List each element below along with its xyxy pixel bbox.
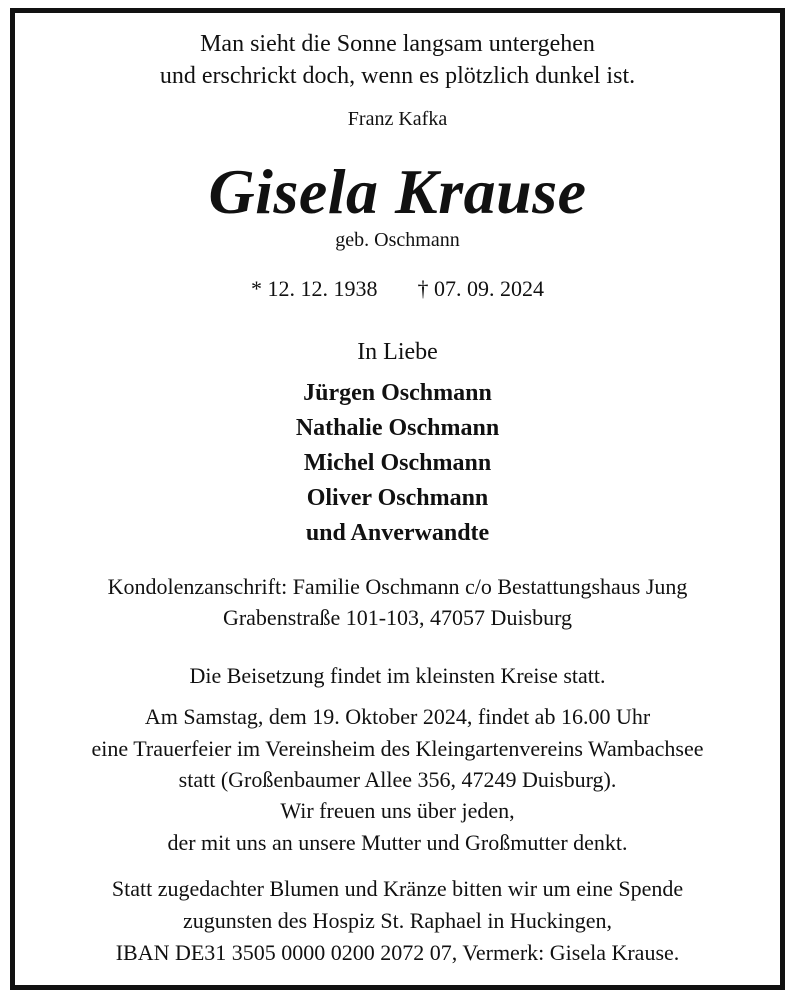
mourner-name: Jürgen Oschmann bbox=[303, 380, 492, 406]
mourner-name: Oliver Oschmann bbox=[306, 485, 489, 511]
mourner-name: Michel Oschmann bbox=[303, 450, 492, 476]
mourners-intro: In Liebe bbox=[357, 339, 438, 365]
condolence-address: Kondolenzanschrift: Familie Oschmann c/o Bestattungshaus Jung bbox=[107, 574, 688, 599]
birth-name: geb. Oschmann bbox=[335, 229, 460, 251]
ceremony-line: eine Trauerfeier im Vereinsheim des Kleingartenvereins Wambachsee bbox=[91, 736, 704, 761]
ceremony-line: Am Samstag, dem 19. Oktober 2024, findet ab 16.00 Uhr bbox=[144, 704, 651, 729]
quote-line: Man sieht die Sonne langsam untergehen bbox=[200, 31, 595, 57]
quote-line: und erschrickt doch, wenn es plötzlich dunkel ist. bbox=[159, 63, 636, 89]
deceased-name: Gisela Krause bbox=[208, 156, 587, 227]
death-date: † 07. 09. 2024 bbox=[417, 276, 544, 301]
ceremony-line: statt (Großenbaumer Allee 356, 47249 Duisburg). bbox=[178, 767, 617, 792]
birth-date: * 12. 12. 1938 bbox=[251, 276, 378, 301]
condolence-address: Grabenstraße 101-103, 47057 Duisburg bbox=[222, 605, 573, 630]
mourner-name: und Anverwandte bbox=[305, 520, 490, 546]
ceremony-line: Wir freuen uns über jeden, bbox=[280, 798, 515, 823]
donation-line: Statt zugedachter Blumen und Kränze bitten wir um eine Spende bbox=[111, 876, 684, 901]
burial-note: Die Beisetzung findet im kleinsten Kreise statt. bbox=[189, 663, 606, 688]
life-dates bbox=[10, 278, 785, 300]
donation-line: IBAN DE31 3505 0000 0200 2072 07, Vermerk: Gisela Krause. bbox=[115, 940, 680, 965]
donation-line: zugunsten des Hospiz St. Raphael in Huckingen, bbox=[183, 908, 612, 933]
ceremony-line: der mit uns an unsere Mutter und Großmutter denkt. bbox=[167, 830, 628, 855]
quote-author: Franz Kafka bbox=[347, 108, 448, 130]
mourner-name: Nathalie Oschmann bbox=[295, 415, 500, 441]
